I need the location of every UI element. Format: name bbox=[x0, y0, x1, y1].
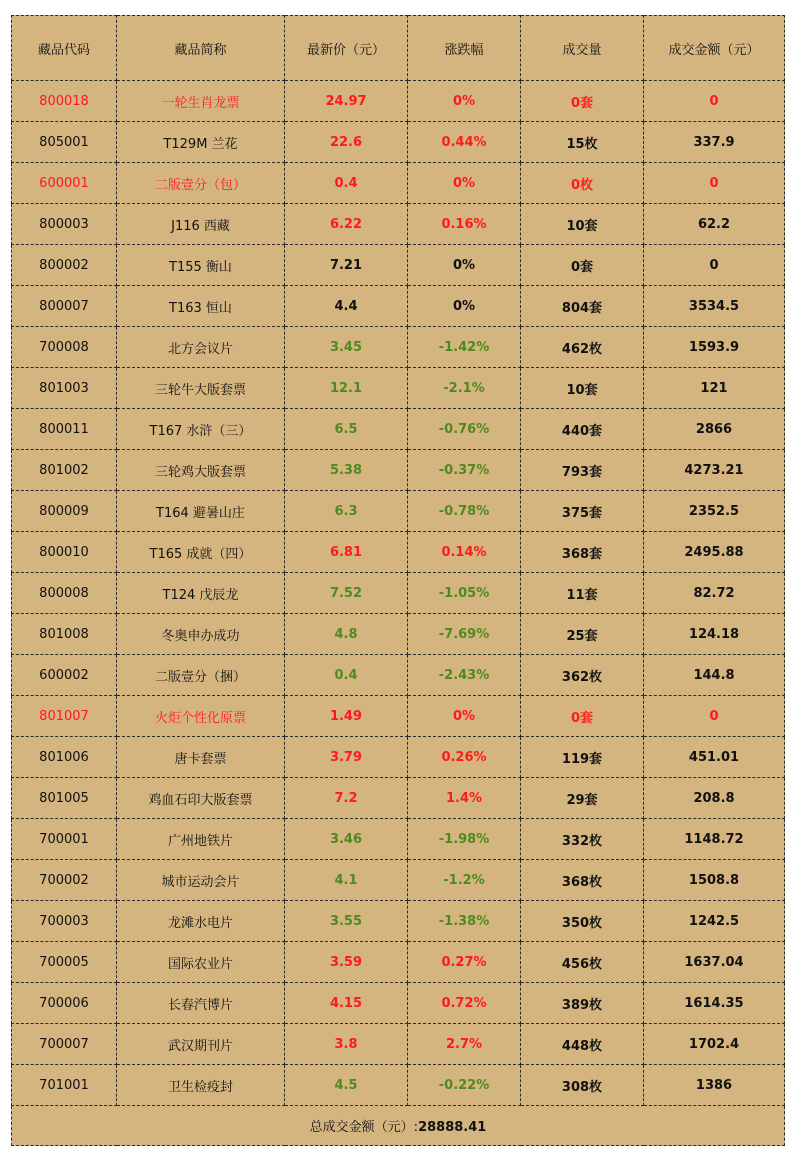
cell-change: 0% bbox=[408, 81, 521, 122]
cell-change: -1.38% bbox=[408, 901, 521, 942]
table-row bbox=[12, 81, 785, 122]
cell-price: 0.4 bbox=[285, 655, 408, 696]
cell-price: 4.5 bbox=[285, 1065, 408, 1106]
cell-amount: 124.18 bbox=[644, 614, 785, 655]
cell-code: 805001 bbox=[12, 122, 117, 163]
cell-price: 4.8 bbox=[285, 614, 408, 655]
cell-name: 三轮牛大版套票 bbox=[117, 368, 285, 409]
cell-name: 长春汽博片 bbox=[117, 983, 285, 1024]
cell-name: 一轮生肖龙票 bbox=[117, 81, 285, 122]
cell-code: 600002 bbox=[12, 655, 117, 696]
table-row bbox=[12, 614, 785, 655]
market-table bbox=[11, 15, 785, 1146]
cell-name: 北方会议片 bbox=[117, 327, 285, 368]
cell-amount: 1242.5 bbox=[644, 901, 785, 942]
cell-amount: 1637.04 bbox=[644, 942, 785, 983]
cell-name: T165 成就（四） bbox=[117, 532, 285, 573]
cell-change: 0.16% bbox=[408, 204, 521, 245]
table-row bbox=[12, 696, 785, 737]
cell-name: 二版壹分（包） bbox=[117, 163, 285, 204]
cell-price: 6.22 bbox=[285, 204, 408, 245]
cell-change: -2.1% bbox=[408, 368, 521, 409]
cell-change: 0.44% bbox=[408, 122, 521, 163]
cell-name: T164 避暑山庄 bbox=[117, 491, 285, 532]
cell-name: 火炬个性化原票 bbox=[117, 696, 285, 737]
cell-volume: 29套 bbox=[521, 778, 644, 819]
cell-price: 6.81 bbox=[285, 532, 408, 573]
table-row bbox=[12, 942, 785, 983]
table-row bbox=[12, 409, 785, 450]
cell-code: 801005 bbox=[12, 778, 117, 819]
cell-price: 24.97 bbox=[285, 81, 408, 122]
cell-code: 801007 bbox=[12, 696, 117, 737]
cell-volume: 0套 bbox=[521, 81, 644, 122]
cell-volume: 119套 bbox=[521, 737, 644, 778]
cell-amount: 82.72 bbox=[644, 573, 785, 614]
cell-price: 4.1 bbox=[285, 860, 408, 901]
cell-price: 3.79 bbox=[285, 737, 408, 778]
cell-price: 4.4 bbox=[285, 286, 408, 327]
cell-change: -0.78% bbox=[408, 491, 521, 532]
cell-change: 0% bbox=[408, 163, 521, 204]
cell-amount: 1593.9 bbox=[644, 327, 785, 368]
cell-name: T124 戊辰龙 bbox=[117, 573, 285, 614]
cell-code: 800010 bbox=[12, 532, 117, 573]
cell-amount: 451.01 bbox=[644, 737, 785, 778]
cell-name: 广州地铁片 bbox=[117, 819, 285, 860]
table-row bbox=[12, 245, 785, 286]
cell-volume: 456枚 bbox=[521, 942, 644, 983]
cell-volume: 362枚 bbox=[521, 655, 644, 696]
header-name: 藏品简称 bbox=[117, 16, 285, 81]
cell-code: 700008 bbox=[12, 327, 117, 368]
cell-name: 冬奥申办成功 bbox=[117, 614, 285, 655]
footer-row bbox=[12, 1106, 785, 1146]
table-row bbox=[12, 286, 785, 327]
cell-volume: 308枚 bbox=[521, 1065, 644, 1106]
cell-price: 7.2 bbox=[285, 778, 408, 819]
cell-volume: 10套 bbox=[521, 204, 644, 245]
cell-change: -0.22% bbox=[408, 1065, 521, 1106]
cell-name: T167 水浒（三） bbox=[117, 409, 285, 450]
cell-price: 12.1 bbox=[285, 368, 408, 409]
cell-amount: 0 bbox=[644, 696, 785, 737]
cell-name: 龙滩水电片 bbox=[117, 901, 285, 942]
cell-price: 3.45 bbox=[285, 327, 408, 368]
cell-volume: 368套 bbox=[521, 532, 644, 573]
table-row bbox=[12, 655, 785, 696]
cell-price: 4.15 bbox=[285, 983, 408, 1024]
cell-code: 700001 bbox=[12, 819, 117, 860]
cell-change: 0.14% bbox=[408, 532, 521, 573]
cell-name: 三轮鸡大版套票 bbox=[117, 450, 285, 491]
table-row bbox=[12, 1065, 785, 1106]
cell-amount: 0 bbox=[644, 245, 785, 286]
cell-amount: 2495.88 bbox=[644, 532, 785, 573]
table-row bbox=[12, 573, 785, 614]
cell-volume: 793套 bbox=[521, 450, 644, 491]
cell-code: 800011 bbox=[12, 409, 117, 450]
cell-code: 800009 bbox=[12, 491, 117, 532]
cell-code: 800018 bbox=[12, 81, 117, 122]
cell-amount: 3534.5 bbox=[644, 286, 785, 327]
cell-code: 600001 bbox=[12, 163, 117, 204]
cell-change: -7.69% bbox=[408, 614, 521, 655]
cell-change: 2.7% bbox=[408, 1024, 521, 1065]
cell-volume: 0枚 bbox=[521, 163, 644, 204]
cell-price: 0.4 bbox=[285, 163, 408, 204]
cell-amount: 0 bbox=[644, 163, 785, 204]
cell-amount: 1702.4 bbox=[644, 1024, 785, 1065]
cell-volume: 332枚 bbox=[521, 819, 644, 860]
cell-code: 700003 bbox=[12, 901, 117, 942]
cell-change: -0.37% bbox=[408, 450, 521, 491]
cell-amount: 1148.72 bbox=[644, 819, 785, 860]
cell-change: -0.76% bbox=[408, 409, 521, 450]
cell-change: -1.98% bbox=[408, 819, 521, 860]
cell-code: 800003 bbox=[12, 204, 117, 245]
table-row bbox=[12, 204, 785, 245]
cell-amount: 4273.21 bbox=[644, 450, 785, 491]
cell-name: T129M 兰花 bbox=[117, 122, 285, 163]
cell-amount: 0 bbox=[644, 81, 785, 122]
cell-code: 801003 bbox=[12, 368, 117, 409]
market-table-container bbox=[11, 15, 784, 1146]
cell-change: 1.4% bbox=[408, 778, 521, 819]
cell-volume: 389枚 bbox=[521, 983, 644, 1024]
cell-volume: 10套 bbox=[521, 368, 644, 409]
cell-change: 0% bbox=[408, 286, 521, 327]
cell-change: -2.43% bbox=[408, 655, 521, 696]
cell-amount: 121 bbox=[644, 368, 785, 409]
cell-code: 700006 bbox=[12, 983, 117, 1024]
cell-price: 3.59 bbox=[285, 942, 408, 983]
cell-amount: 208.8 bbox=[644, 778, 785, 819]
cell-name: 国际农业片 bbox=[117, 942, 285, 983]
table-row bbox=[12, 737, 785, 778]
table-row bbox=[12, 163, 785, 204]
header-volume: 成交量 bbox=[521, 16, 644, 81]
cell-amount: 337.9 bbox=[644, 122, 785, 163]
cell-price: 22.6 bbox=[285, 122, 408, 163]
cell-price: 1.49 bbox=[285, 696, 408, 737]
cell-amount: 2866 bbox=[644, 409, 785, 450]
cell-code: 700007 bbox=[12, 1024, 117, 1065]
cell-amount: 1614.35 bbox=[644, 983, 785, 1024]
cell-code: 700002 bbox=[12, 860, 117, 901]
header-change: 涨跌幅 bbox=[408, 16, 521, 81]
cell-volume: 804套 bbox=[521, 286, 644, 327]
total-cell bbox=[12, 1106, 785, 1146]
table-row bbox=[12, 450, 785, 491]
cell-code: 801008 bbox=[12, 614, 117, 655]
cell-code: 801002 bbox=[12, 450, 117, 491]
cell-change: -1.42% bbox=[408, 327, 521, 368]
cell-volume: 0套 bbox=[521, 245, 644, 286]
header-amount: 成交金额（元） bbox=[644, 16, 785, 81]
cell-amount: 144.8 bbox=[644, 655, 785, 696]
cell-name: 唐卡套票 bbox=[117, 737, 285, 778]
cell-name: 城市运动会片 bbox=[117, 860, 285, 901]
cell-change: 0.72% bbox=[408, 983, 521, 1024]
cell-name: 武汉期刊片 bbox=[117, 1024, 285, 1065]
cell-price: 5.38 bbox=[285, 450, 408, 491]
cell-price: 6.5 bbox=[285, 409, 408, 450]
cell-code: 800007 bbox=[12, 286, 117, 327]
cell-amount: 62.2 bbox=[644, 204, 785, 245]
cell-change: 0.27% bbox=[408, 942, 521, 983]
table-body bbox=[12, 81, 785, 1106]
cell-volume: 15枚 bbox=[521, 122, 644, 163]
cell-code: 800002 bbox=[12, 245, 117, 286]
table-row bbox=[12, 532, 785, 573]
table-row bbox=[12, 327, 785, 368]
header-price: 最新价（元） bbox=[285, 16, 408, 81]
cell-price: 3.8 bbox=[285, 1024, 408, 1065]
header-code: 藏品代码 bbox=[12, 16, 117, 81]
table-row bbox=[12, 819, 785, 860]
cell-volume: 25套 bbox=[521, 614, 644, 655]
cell-code: 800008 bbox=[12, 573, 117, 614]
cell-name: 二版壹分（捆） bbox=[117, 655, 285, 696]
cell-price: 7.52 bbox=[285, 573, 408, 614]
cell-name: T155 衡山 bbox=[117, 245, 285, 286]
cell-change: 0% bbox=[408, 245, 521, 286]
table-row bbox=[12, 1024, 785, 1065]
table-row bbox=[12, 778, 785, 819]
cell-volume: 11套 bbox=[521, 573, 644, 614]
cell-change: 0% bbox=[408, 696, 521, 737]
cell-change: -1.2% bbox=[408, 860, 521, 901]
cell-code: 701001 bbox=[12, 1065, 117, 1106]
cell-price: 6.3 bbox=[285, 491, 408, 532]
table-row bbox=[12, 983, 785, 1024]
table-row bbox=[12, 491, 785, 532]
table-row bbox=[12, 122, 785, 163]
cell-volume: 0套 bbox=[521, 696, 644, 737]
cell-name: J116 西藏 bbox=[117, 204, 285, 245]
cell-volume: 440套 bbox=[521, 409, 644, 450]
table-row bbox=[12, 860, 785, 901]
table-row bbox=[12, 901, 785, 942]
cell-price: 3.55 bbox=[285, 901, 408, 942]
cell-amount: 1508.8 bbox=[644, 860, 785, 901]
table-row bbox=[12, 368, 785, 409]
header-row bbox=[12, 16, 785, 81]
cell-volume: 368枚 bbox=[521, 860, 644, 901]
cell-volume: 448枚 bbox=[521, 1024, 644, 1065]
cell-name: 卫生检疫封 bbox=[117, 1065, 285, 1106]
cell-change: 0.26% bbox=[408, 737, 521, 778]
cell-amount: 1386 bbox=[644, 1065, 785, 1106]
cell-volume: 462枚 bbox=[521, 327, 644, 368]
total-value: 28888.41 bbox=[418, 1120, 487, 1135]
cell-price: 7.21 bbox=[285, 245, 408, 286]
cell-volume: 375套 bbox=[521, 491, 644, 532]
cell-name: T163 恒山 bbox=[117, 286, 285, 327]
cell-code: 801006 bbox=[12, 737, 117, 778]
total-label: 总成交金额（元）: bbox=[309, 1120, 419, 1135]
cell-code: 700005 bbox=[12, 942, 117, 983]
cell-volume: 350枚 bbox=[521, 901, 644, 942]
cell-change: -1.05% bbox=[408, 573, 521, 614]
cell-amount: 2352.5 bbox=[644, 491, 785, 532]
cell-price: 3.46 bbox=[285, 819, 408, 860]
cell-name: 鸡血石印大版套票 bbox=[117, 778, 285, 819]
